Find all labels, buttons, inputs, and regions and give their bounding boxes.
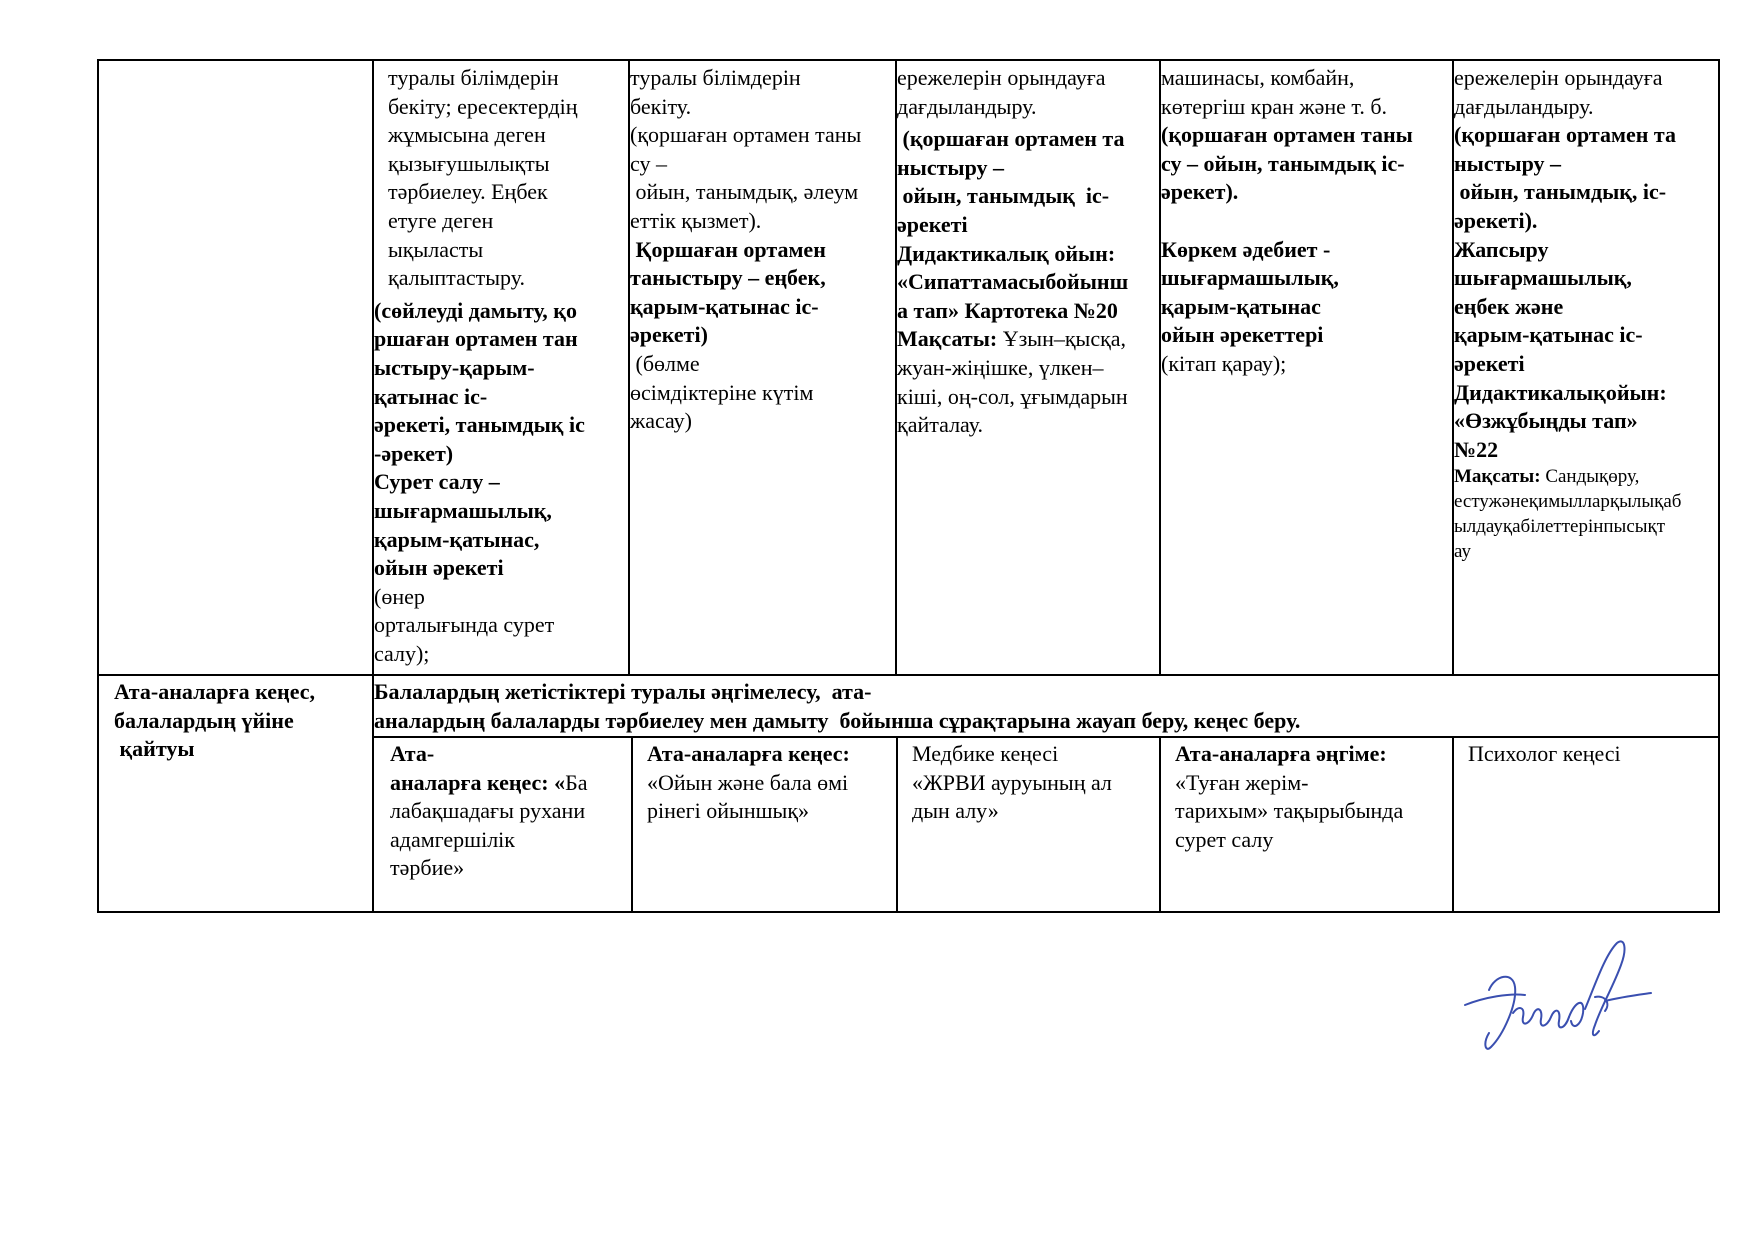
consultation-cell-1 — [374, 740, 630, 883]
consultation-cell-5 — [1454, 740, 1718, 769]
consultation-cell-2 — [633, 740, 895, 826]
cell-5-activity-type: (қоршаған ортамен та ныстыру – ойын, танымдық, іс- әрекеті). Жапсыру шығармашылық, еңбек және қарым-қатынас іс- әрекеті Дидактикалықойын: «Өзжұбыңды тап» №22 — [1454, 122, 1676, 462]
cell-5-goal-text: ережелерін орындауға дағдыландыру. — [1454, 65, 1663, 119]
table-top-border — [97, 59, 1720, 61]
cell-3-purpose-text: Ұзын–қысқа, жуан-жіңішке, үлкен– кіші, оң-сол, ұғымдарын қайталау. — [897, 326, 1128, 438]
consultation-5-text: Психолог кеңесі — [1468, 741, 1621, 766]
cell-5-purpose-label: Мақсаты: — [1454, 466, 1541, 488]
activity-cell-2 — [630, 64, 895, 436]
table-right-border — [1718, 59, 1720, 913]
cell-1-activity-type: (сөйлеуді дамыту, қо ршаған ортамен тан ыстыру-қарым- қатынас іс- әрекеті, танымдық іс -әрекет) — [374, 297, 585, 466]
cell-1-note: (өнер орталығында сурет салу); — [374, 583, 555, 666]
merged-cell-bottom-border — [373, 736, 1720, 738]
consultation-4-text: «Туған жерім- тарихым» тақырыбында сурет салу — [1175, 769, 1404, 852]
cell-4-goal-text: машинасы, комбайн, көтергіш кран және т. б. — [1161, 65, 1388, 119]
consultation-4-title: Ата-аналарға әңгіме: — [1175, 741, 1387, 766]
consultation-1-text: Ба лабақшадағы рухани адамгершілік тәрбие» — [390, 769, 588, 881]
cell-4-activity-type: (қоршаған ортамен таны су – ойын, танымдық іс- әрекет). Көркем әдебиет - шығармашылық, қарым-қатынас ойын әрекеттері — [1161, 122, 1413, 348]
activity-cell-1 — [374, 64, 628, 668]
cell-2-goal-text: туралы білімдерін бекіту. (қоршаған ортамен таны су – ойын, танымдық, әлеум еттік қызмет). — [630, 65, 862, 233]
cell-3-purpose-label: Мақсаты: — [897, 326, 998, 352]
table-left-border — [97, 59, 99, 913]
consultation-2-title: Ата-аналарға кеңес: — [647, 741, 850, 766]
consultation-1-title: Ата- аналарға кеңес: « — [390, 741, 566, 795]
table-bottom-border — [97, 911, 1720, 913]
activity-cell-5 — [1454, 64, 1718, 564]
cell-2-note: (бөлме өсімдіктеріне күтім жасау) — [630, 350, 814, 434]
cell-5-purpose-text: Сандықөру, естужәнеқимылларқылықаб ылдауқабілеттерінпысықт ау — [1454, 466, 1682, 563]
cell-1-drawing-activity: Сурет салу – шығармашылық, қарым-қатынас, ойын әрекеті — [374, 469, 552, 581]
cell-1-goal-text: туралы білімдерін бекіту; ересектердің жұмысына деген қызығушылықты тәрбиелеу. Еңбек етуге деген ықыласты қалыптастыру. — [388, 65, 578, 291]
activity-cell-4 — [1161, 64, 1452, 379]
handwritten-signature-icon — [1455, 935, 1655, 1065]
cell-3-activity-type: (қоршаған ортамен та ныстыру – ойын, танымдық іс- әрекеті Дидактикалық ойын: «Сипаттамасыбойынш а тап» Картотека №20 — [897, 126, 1129, 323]
cell-3-goal-text: ережелерін орындауға дағдыландыру. — [897, 65, 1106, 119]
row-label-parents-consultation: Ата-аналарға кеңес, балалардың үйіне қайтуы — [114, 679, 315, 762]
consultation-2-text: «Ойын және бала өмі рінегі ойыншық» — [647, 769, 849, 824]
consultation-cell-3 — [898, 740, 1158, 826]
cell-4-note: (кітап қарау); — [1161, 350, 1287, 376]
consultation-3-text: Медбике кеңесі «ЖРВИ ауруының ал дын алу» — [912, 741, 1112, 824]
activity-cell-3 — [897, 64, 1159, 440]
merged-cell-parents-conversation: Балалардың жетістіктері туралы әңгімелесу, ата- аналардың балаларды тәрбиелеу мен дамыту бойынша сұрақтарына жауап беру, кеңес беру. — [374, 679, 1301, 733]
cell-5-purpose — [1454, 464, 1718, 564]
cell-2-activity-type: Қоршаған ортамен таныстыру – еңбек, қарым-қатынас іс- әрекеті) — [630, 236, 826, 348]
cell-3-purpose — [897, 325, 1159, 439]
consultation-cell-4 — [1161, 740, 1451, 854]
row-separator — [97, 674, 1720, 676]
